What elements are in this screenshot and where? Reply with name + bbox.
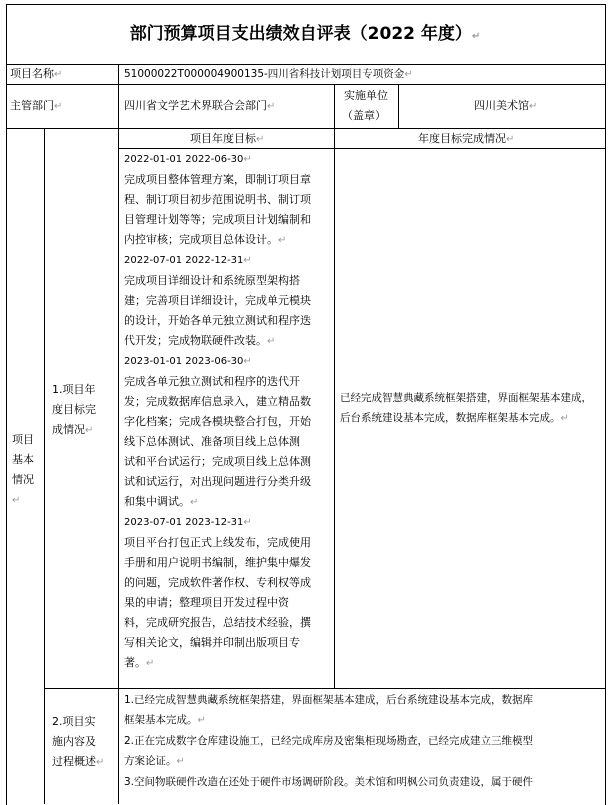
column-divider <box>334 84 335 128</box>
goal-period: 2023-01-01 2023-06-30↵ <box>124 356 252 367</box>
column-divider <box>44 128 45 804</box>
sub2-label: 2.项目实 施内容及 过程概述↵ <box>52 715 105 768</box>
impl-unit-label: 实施单位 <box>344 89 388 102</box>
dept-label: 主管部门↵ <box>10 99 63 112</box>
goal-period: 2023-07-01 2023-12-31↵ <box>124 517 252 528</box>
row-divider <box>6 84 605 85</box>
column-divider <box>398 84 399 128</box>
project-name-value: 51000022T000004900135-四川省科技计划项目专项资金↵ <box>124 68 413 80</box>
annual-goal-content: 2022-01-01 2022-06-30↵ 完成项目整体管理方案，即制订项目章 程、制订项目初步范围说明书、制订项 目管理计划等等；完成项目计划编制和 内控审核；完成项目总体设计。↵ 2022-07-01 2022-12-31↵ 完成项目详细设计和系统原型架构搭 建；完善项目详细设计，完成单元模块 的设计，开始各单元独立测试和程序迭 代开发；完成物联硬件改装。↵ 2023-01-01 2023-06-30↵ 完成各单元独立测试和程序的迭代开 发；完成数据库信息录入，建立精品数 字化档案；完成各模块整合打包，开始 线下总体测试、准备项目线上总体测 试和平台试运行；完成项目线上总体测 试和试运行，对出现问题进行分类升级 和集中调试。↵ 2023-07-01 2023-12-31↵ 项目平台打包正式上线发布，完成使用 手册和用户说明书编制，维护集中爆发 的问题，完成软件著作权、专利权等成 果的申请；整理项目开发过程中资 料，完成研究报告，总结技术经验，撰 写相关论文，编辑并印制出版项目专 著。↵ <box>124 150 332 674</box>
column-divider <box>118 64 119 804</box>
header-annual-goal: 项目年度目标↵ <box>190 132 265 145</box>
goal-period: 2022-07-01 2022-12-31↵ <box>124 255 252 266</box>
row-divider <box>6 64 605 65</box>
row-divider <box>44 688 605 689</box>
document-title <box>6 4 604 64</box>
section-basic-info-label: 项目 基本 情况↵ <box>12 433 34 506</box>
row-divider <box>6 128 605 129</box>
implementation-overview: 1.已经完成智慧典藏系统框架搭建，界面框架基本建成，后台系统建设基本完成，数据库 框架基本完成。↵ 2.正在完成数字仓库建设施工，已经完成库房及密集柜现场勘查，已经完成建立三维模型 方案论证。↵ 3.空间物联硬件改造在还处于硬件市场调研阶段。美术馆和明枫公司负责建设，属于硬件 <box>124 694 534 788</box>
title-text: 部门预算项目支出绩效自评表（2022 年度） <box>129 24 472 44</box>
row-divider <box>118 148 605 149</box>
header-goal-completion: 年度目标完成情况↵ <box>418 132 515 145</box>
sub1-label: 1.项目年 度目标完 成情况↵ <box>52 383 96 436</box>
column-divider <box>334 128 335 688</box>
goal-period: 2022-01-01 2022-06-30↵ <box>124 154 252 165</box>
impl-unit-value: 四川美术馆↵ <box>474 99 538 112</box>
impl-unit-stamp-label: （盖章） <box>342 109 386 122</box>
project-name-label: 项目名称↵ <box>10 67 63 80</box>
paragraph-mark-icon: ↵ <box>471 31 481 42</box>
dept-value: 四川省文学艺术界联合会部门↵ <box>124 99 276 112</box>
goal-completion-text: 已经完成智慧典藏系统框架搭建，界面框架基本建成，后台系统建设基本完成，数据库框架基本完成。↵ <box>340 392 592 424</box>
